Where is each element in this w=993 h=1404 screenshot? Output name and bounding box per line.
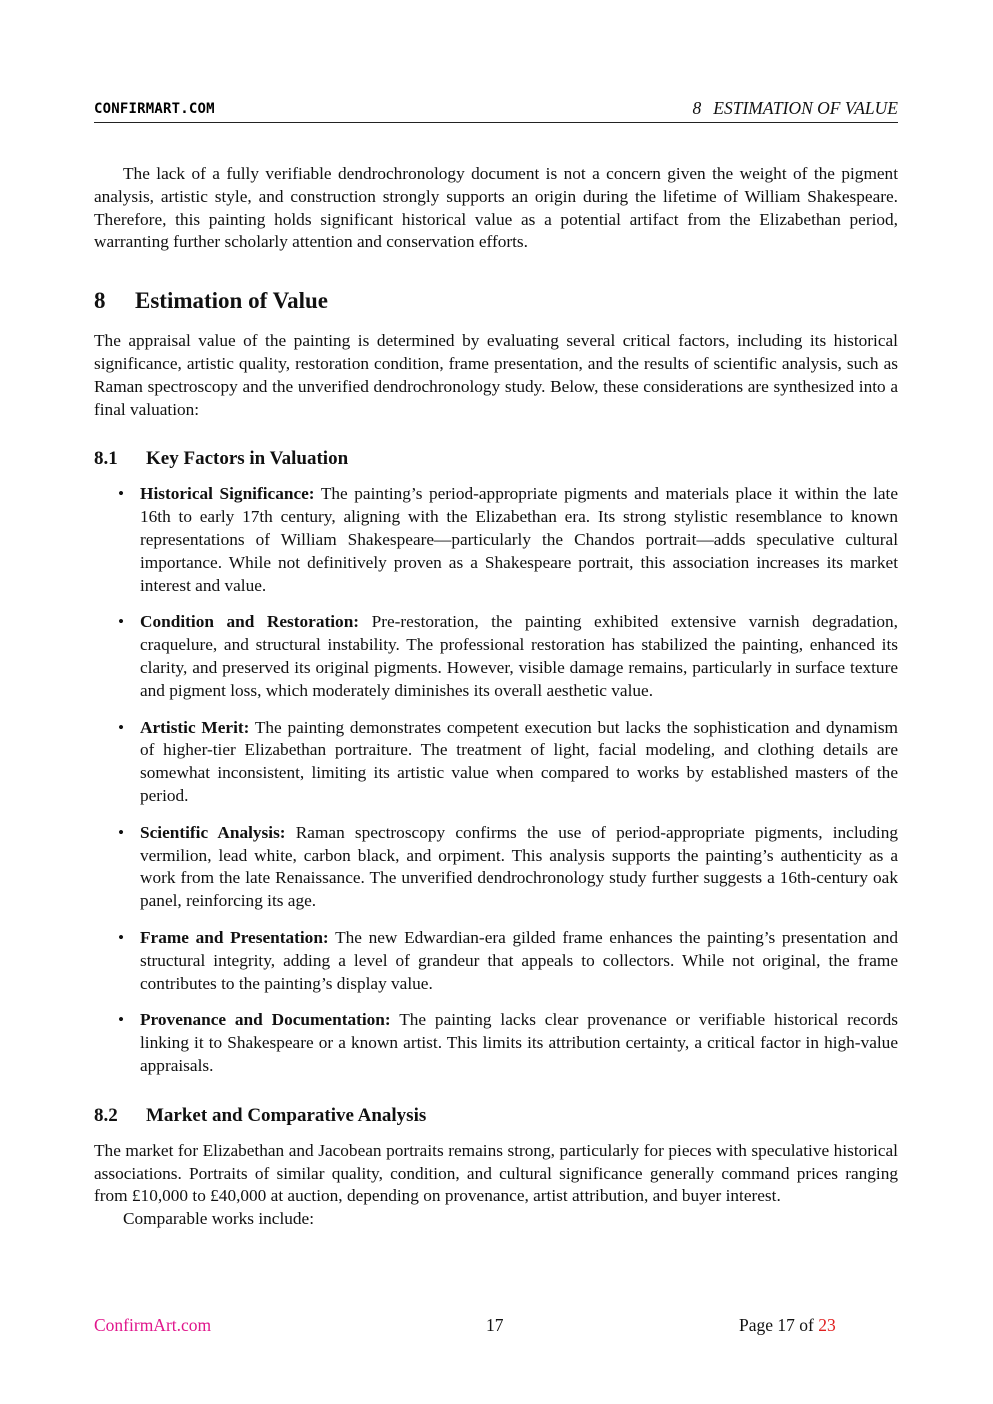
factor-term: Historical Significance: — [140, 484, 315, 504]
bullet-icon: • — [118, 717, 125, 737]
bullet-icon: • — [118, 927, 125, 947]
section-heading — [94, 287, 898, 315]
market-paragraph: The market for Elizabethan and Jacobean portraits remains strong, particularly for pieces with speculative historical associations. Portraits of similar quality, condition, and cultural significance generally command prices ranging from £10,000 to £40,000 at auction, depending on provenance, artist attribution, and buyer interest. — [94, 1140, 898, 1206]
bullet-icon: • — [118, 484, 125, 504]
factor-text: The new Edwardian-era gilded frame enhances the painting’s presentation and structural integrity, adding a level of grandeur that appeals to collectors. While not original, the frame contributes to the painting’s display value. — [140, 927, 898, 993]
factor-text: The painting demonstrates competent execution but lacks the sophistication and dynamism of higher-tier Elizabethan portraiture. The treatment of light, facial modeling, and clothing details are somewhat inconsistent, limiting its artistic value when compared to works by established masters of the period. — [140, 717, 898, 805]
page-footer — [94, 1315, 898, 1339]
factor-term: Scientific Analysis: — [140, 822, 286, 842]
header-section-label — [693, 98, 898, 119]
factor-text: The painting’s period-appropriate pigments and materials place it within the late 16th to early 17th century, aligning with the Elizabethan era. Its strong stylistic resemblance to known representations of William Shakespeare—particularly the Chandos portrait—adds speculative cultural importance. While not definitively proven as a Shakespeare portrait, this association increases its market interest and value. — [140, 484, 899, 595]
section-title: Estimation of Value — [135, 288, 328, 314]
subsection-number: 8.1 — [94, 448, 118, 470]
list-item — [94, 611, 898, 702]
page-content — [94, 163, 898, 1231]
footer-page-number: 17 — [486, 1315, 504, 1335]
bullet-icon: • — [118, 1010, 125, 1030]
list-item — [94, 717, 898, 808]
factor-text: Pre-restoration, the painting exhibited extensive varnish degradation, craquelure, and structural instability. The professional restoration has stabilized the painting, enhanced its clarity, and preserved its original pigments. However, visible damage remains, particularly in surface texture and pigment loss, which moderately diminishes its overall aesthetic value. — [140, 612, 899, 700]
factor-text: Raman spectroscopy confirms the use of period-appropriate pigments, including vermilion, lead white, carbon black, and orpiment. This analysis supports the painting’s authenticity as a work from the late Renaissance. The unverified dendrochronology study further suggests a 16th-century oak panel, reinforcing its age. — [140, 822, 898, 911]
site-logo: CONFIRMART.COM — [94, 101, 215, 117]
list-item — [94, 1009, 898, 1077]
subsection-number: 8.2 — [94, 1104, 118, 1126]
header-section-title: ESTIMATION OF VALUE — [713, 98, 898, 118]
subsection-title: Key Factors in Valuation — [146, 448, 349, 470]
section-number: 8 — [94, 288, 106, 314]
factor-term: Artistic Merit: — [140, 717, 250, 737]
list-item — [94, 822, 898, 913]
factor-text: The painting lacks clear provenance or verifiable historical records linking it to Shakespeare or a known artist. This limits its attribution certainty, a critical factor in high-value appraisals. — [140, 1010, 899, 1075]
footer-total-pages-link[interactable]: 23 — [818, 1315, 836, 1335]
factor-term: Provenance and Documentation: — [140, 1010, 391, 1030]
factor-term: Condition and Restoration: — [140, 612, 360, 632]
comparable-lead-in: Comparable works include: — [123, 1209, 315, 1229]
subsection-title: Market and Comparative Analysis — [146, 1104, 427, 1126]
running-header — [94, 98, 898, 123]
subsection-heading-8-2 — [94, 1104, 898, 1128]
subsection-heading-8-1 — [94, 447, 898, 471]
intro-paragraph: The lack of a fully verifiable dendrochronology document is not a concern given the weight of the pigment analysis, artistic style, and construction strongly supports an origin during the lifetime of William Shakespeare. Therefore, this painting holds significant historical value as a potential artifact from the Elizabethan period, warranting further scholarly attention and conservation efforts. — [94, 164, 898, 252]
list-item — [94, 483, 898, 597]
footer-page-count — [739, 1315, 836, 1336]
footer-site-link[interactable]: ConfirmArt.com — [94, 1315, 212, 1335]
bullet-icon: • — [118, 822, 125, 842]
section-paragraph: The appraisal value of the painting is determined by evaluating several critical factors, including its historical significance, artistic quality, restoration condition, frame presentation, and the results of scientific analysis, such as Raman spectroscopy and the unverified dendrochronology study. Below, these considerations are synthesized into a final valuation: — [94, 331, 898, 419]
bullet-icon: • — [118, 612, 125, 632]
list-item — [94, 927, 898, 995]
factor-term: Frame and Presentation: — [140, 927, 329, 947]
header-section-number: 8 — [692, 98, 702, 118]
valuation-factors-list — [94, 483, 898, 1077]
footer-page-label: Page 17 of — [739, 1315, 814, 1335]
